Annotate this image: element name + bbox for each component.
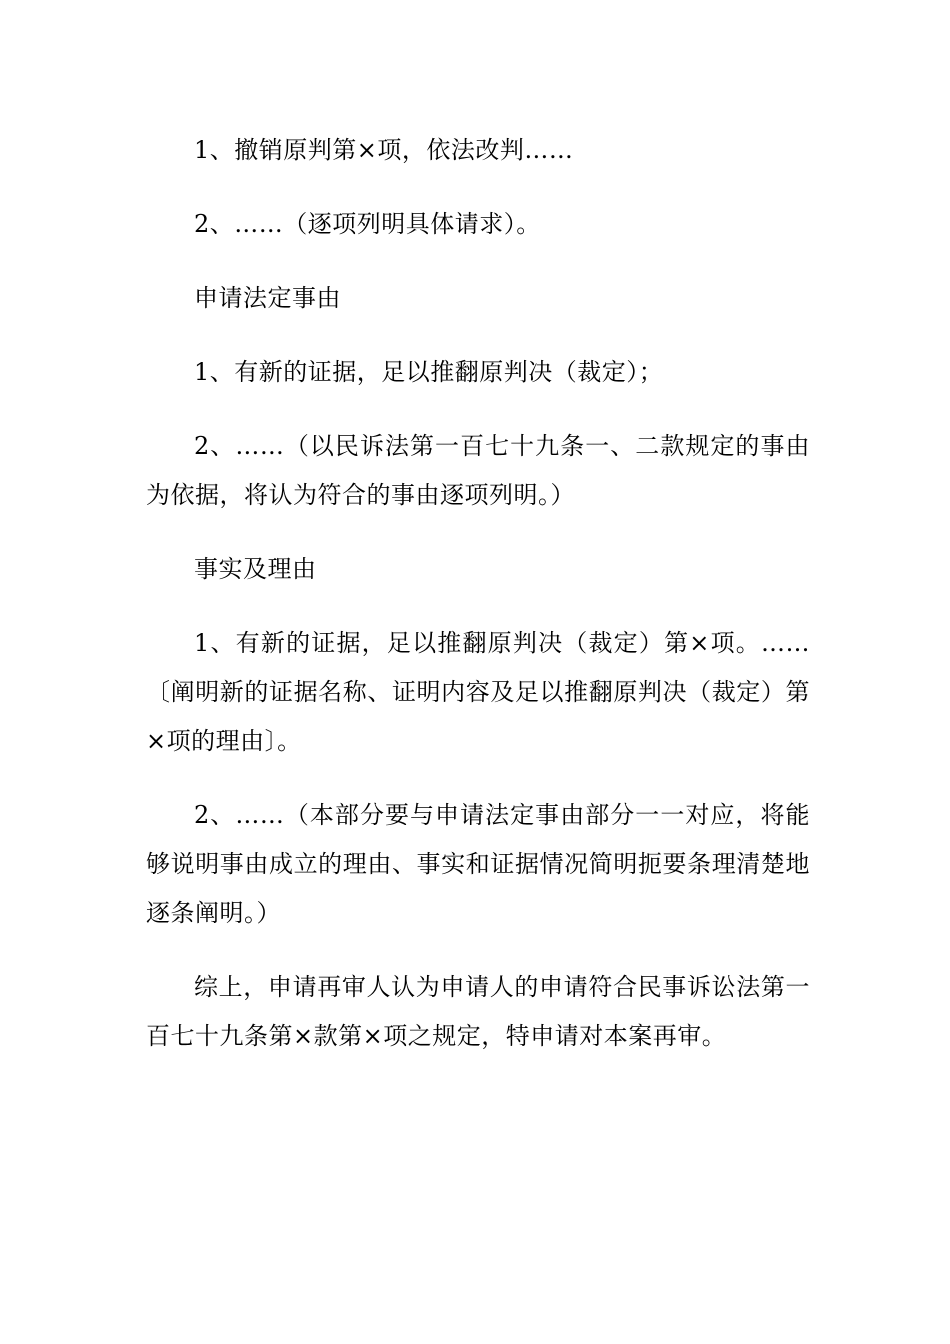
paragraph-ground-1: 1、有新的证据，足以推翻原判决（裁定）； <box>194 358 664 386</box>
paragraph-ground-2: 2、……（以民诉法第一百七十九条一、二款规定的事由为依据，将认为符合的事由逐项列明。） <box>146 432 810 509</box>
paragraph-conclusion: 综上，申请再审人认为申请人的申请符合民事诉讼法第一百七十九条第×款第×项之规定，特申请对本案再审。 <box>146 973 810 1050</box>
paragraph-request-1: 1、撤销原判第×项，依法改判…… <box>194 136 574 164</box>
paragraph-request-2: 2、……（逐项列明具体请求）。 <box>194 210 541 238</box>
paragraph-fact-2: 2、……（本部分要与申请法定事由部分一一对应，将能够说明事由成立的理由、事实和证据情况简明扼要条理清楚地逐条阐明。） <box>146 801 810 927</box>
paragraph-fact-1: 1、有新的证据，足以推翻原判决（裁定）第×项。……〔阐明新的证据名称、证明内容及足以推翻原判决（裁定）第×项的理由〕。 <box>146 629 810 755</box>
heading-legal-grounds: 申请法定事由 <box>194 284 341 312</box>
document-body <box>146 126 810 1086</box>
heading-facts-reasons: 事实及理由 <box>194 555 317 583</box>
